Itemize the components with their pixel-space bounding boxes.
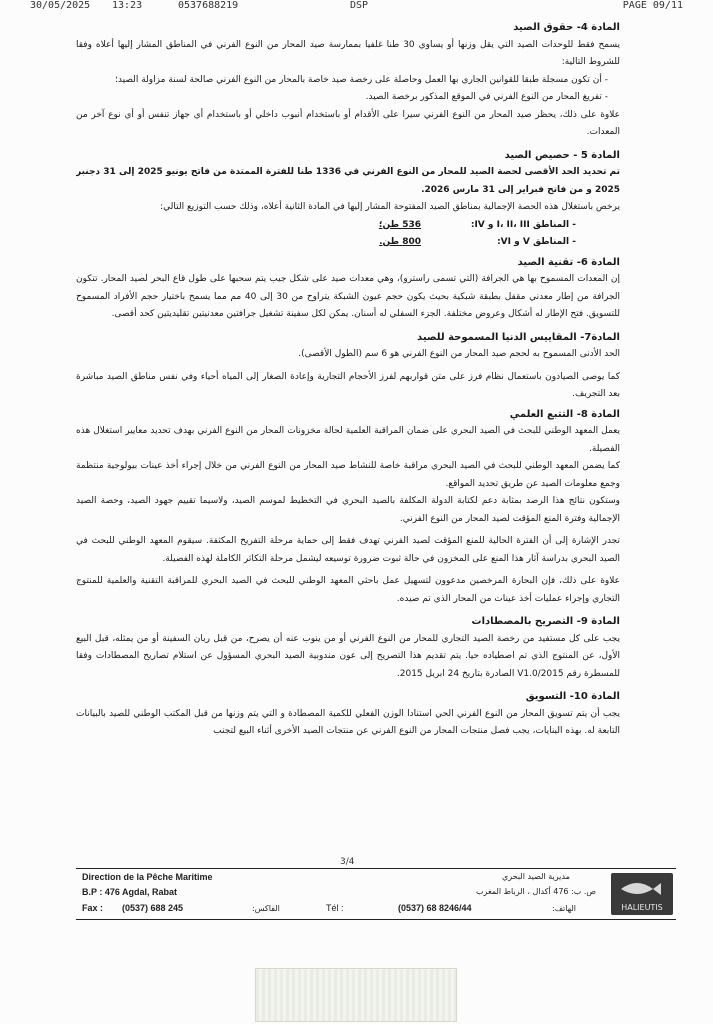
- article-4-bullet-2: - تفريغ المحار من النوع الفرني في الموقع المذكور برخصة الصيد.: [365, 92, 608, 102]
- article-8-para-5: علاوة على ذلك، فإن البحارة المرخصين مدعوون لتسهيل عمل باحثي المعهد الوطني للبحث في الصيد البحري للمراقبة التقنية والعلمية للمنتوج التجاري وإجراء عمليات أخذ عينات من المحار الذي تم صيده.: [76, 576, 620, 604]
- allocation-label: - المناطق I، II، III و IV:: [470, 219, 576, 230]
- allocation-row: [76, 217, 620, 235]
- fax-header: [30, 0, 683, 14]
- fax-number: (0537) 688 245: [122, 903, 184, 913]
- article-5-distribution: يرخص باستغلال هذه الحصة الإجمالية بمناطق الصيد المفتوحة المشار إليها في المادة الثانية أعلاه، وذلك حسب التوزيع التالي:: [160, 202, 620, 212]
- fax-sender: DSP: [350, 0, 369, 11]
- article-7-title: المادة7- المقاييس الدنيا المسموحة للصيد: [417, 331, 620, 343]
- address-fr: B.P : 476 Agdal, Rabat: [82, 887, 178, 897]
- tel-label-fr: Tél :: [326, 903, 344, 913]
- article-4-title: المادة 4- حقوق الصيد: [513, 22, 620, 33]
- tel-label-ar: الهاتف:: [552, 904, 576, 913]
- fax-date: 30/05/2025: [30, 0, 91, 11]
- org-name-ar: مديرية الصيد البحري: [502, 872, 570, 881]
- article-9-title: المادة 9- التصريح بالمصطادات: [471, 616, 620, 627]
- halieutis-logo: [611, 873, 673, 915]
- fax-label-ar: الفاكس:: [252, 904, 280, 913]
- article-7-sorting: كما يوصى الصيادون باستعمال نظام فرز على متن قواربهم لفرز الأحجام التجارية وإعادة الصغار إلى المياه أحياء وفي نفس مناطق الصيد مباشرة بعد التجريف.: [76, 371, 620, 399]
- allocation-label: - المناطق V و VI:: [497, 237, 576, 247]
- allocation-value: 800 طن.: [379, 237, 421, 247]
- fax-label-fr: Fax :: [82, 903, 104, 913]
- article-5-quota: تم تحديد الحد الأقصى لحصة الصيد للمحار من النوع الفرني في 1336 طنا للفترة الممتدة من فاتح يونيو 2025 إلى 31 دجنبر 2025 و من فاتح فبراير إلى 31 مارس 2026.: [76, 167, 620, 195]
- allocation-row: [76, 234, 620, 252]
- bullet-2-text: تفريغ المحار من النوع الفرني في الموقع المذكور برخصة الصيد.: [365, 92, 602, 102]
- article-4-prohibition: علاوة على ذلك، يحظر صيد المحار من النوع الفرني سيرا على الأقدام أو باستخدام أنبوب داخلي أو باستخدام أي جهاز تنفس أو أي نوع آخر من المعدات.: [76, 109, 620, 137]
- article-10-title: المادة 10- التسويق: [525, 691, 620, 702]
- scan-stamp-strip: [255, 968, 457, 1022]
- document-body: [76, 17, 620, 842]
- fax-time: 13:23: [112, 0, 143, 11]
- article-10-text: يجب أن يتم تسويق المحار من النوع الفرني الحي استنادا الوزن الفعلي للكمية المصطادة و التي يتم وزنها من قبل المكتب الوطني للصيد بالبيانات التابعة له. بهذه البنايات، يجب فصل منتجات المحار من النوع الفرني عن منتجات الصيد الأخرى أثناء البيع لتجنب: [76, 708, 620, 736]
- article-9-text: يجب على كل مستفيد من رخصة الصيد التجاري للمحار من النوع الفرني أو من ينوب عنه أن يصرح، من قبل ربان السفينة أو من يمثله، قبل البيع الأول، عن المنتوج الذي تم اصطياده حيا. يتم تقديم هذا التصريح إلى عون مندوبية الصيد البحري المسؤول عن استلام تصاريح المصطادات وفقا للمسطرة رقم V1.0/2015 الصادرة بتاريخ 24 ابريل 2015.: [76, 633, 620, 679]
- letterhead-footer: [76, 868, 676, 920]
- fax-page: PAGE 09/11: [622, 0, 683, 11]
- allocation-value: 536 طن؛: [378, 219, 421, 230]
- svg-text:HALIEUTIS: HALIEUTIS: [621, 903, 663, 912]
- fax-phone: 0537688219: [178, 0, 239, 11]
- bullet-1-text: أن تكون مسجلة طبقا للقوانين الجاري بها العمل وحاصلة على رخصة صيد خاصة بالمحار من النوع الفرني صالحة لسنة مزاولة الصيد؛: [115, 74, 602, 85]
- article-8-para-4: تجدر الإشارة إلى أن الفترة الحالية للمنع المؤقت لصيد الفرني تهدف فقط إلى حماية مرحلة التفريخ المكثفة. سيقوم المعهد الوطني للبحث في الصيد البحري بدراسة آثار هذا المنع على المخزون في حالة ثبوت ضرورة توسيعه ليشمل مرحلة التكاثر الكاملة لهذه الفصيلة.: [76, 536, 620, 564]
- address-ar: ص. ب: 476 أكدال ، الرباط المغرب: [476, 887, 597, 896]
- page-number: 3/4: [340, 857, 355, 867]
- article-8-title: المادة 8- التتبع العلمي: [509, 408, 620, 420]
- article-4-bullet-1: - أن تكون مسجلة طبقا للقوانين الجاري بها العمل وحاصلة على رخصة صيد خاصة بالمحار من النوع الفرني صالحة لسنة مزاولة الصيد؛: [115, 74, 608, 85]
- article-8-para-1: يعمل المعهد الوطني للبحث في الصيد البحري على ضمان المراقبة العلمية لحالة مخزونات المحار من النوع الفرني بهدف تحديد معايير استغلال هذه الفصيلة.: [76, 426, 620, 454]
- article-6-text: إن المعدات المسموح بها هي الجرافة (التي تسمى راسترو)، وهي معدات صيد على شكل جيب يتم سحبها على طول قاع البحر لصيد المحار. تتكون الجرافة من إطار معدني مقفل بطبقة شبكية بحيث يكون حجم عيون الشبكة يتراوح من 30 إلى 40 مم مما يسمح باختيار حجم الأفراد المسموح للتسويق. فتح الإطار له أشكال وعروض مختلفة. الجزء السفلي له أسنان. يمكن لكل سفينة تشغيل جرافتين معدنيتين تقليديتين كحد أقصى.: [76, 274, 620, 319]
- tel-number: (0537) 68 8246/44: [398, 903, 472, 913]
- org-name-fr: Direction de la Pêche Maritime: [82, 872, 213, 882]
- article-5-title: المادة 5 - حصيص الصيد: [504, 149, 620, 161]
- article-8-para-2: كما يضمن المعهد الوطني للبحث في الصيد البحري مراقبة خاصة للنشاط صيد المحار من النوع الفرني من خلال إجراء أخذ عينات بيولوجية منتظمة وجمع معلومات الصيد عن طريق تحديد المواقع.: [76, 461, 620, 489]
- article-7-min-size: الحد الأدنى المسموح به لحجم صيد المحار من النوع الفرني هو 6 سم (الطول الأقصى).: [298, 349, 620, 359]
- article-6-title: المادة 6- تقنية الصيد: [517, 256, 620, 268]
- fish-icon: [611, 873, 673, 915]
- article-8-para-3: وستكون نتائج هذا الرصد بمثابة دعم لكتابة الدولة المكلفة بالصيد البحري في التخطيط لموسم الصيد، ولاسيما تقييم جهود الصيد، وحصة الصيد الإجمالية وفترة المنع المؤقت لصيد المحار من النوع الفرني.: [76, 496, 620, 524]
- article-4-intro: يسمح فقط للوحدات الصيد التي يقل وزنها أو يساوي 30 طنا غلفيا بممارسة صيد المحار من النوع الفرني في المناطق المشار إليها أعلاه وفقا للشروط التالية:: [76, 39, 620, 67]
